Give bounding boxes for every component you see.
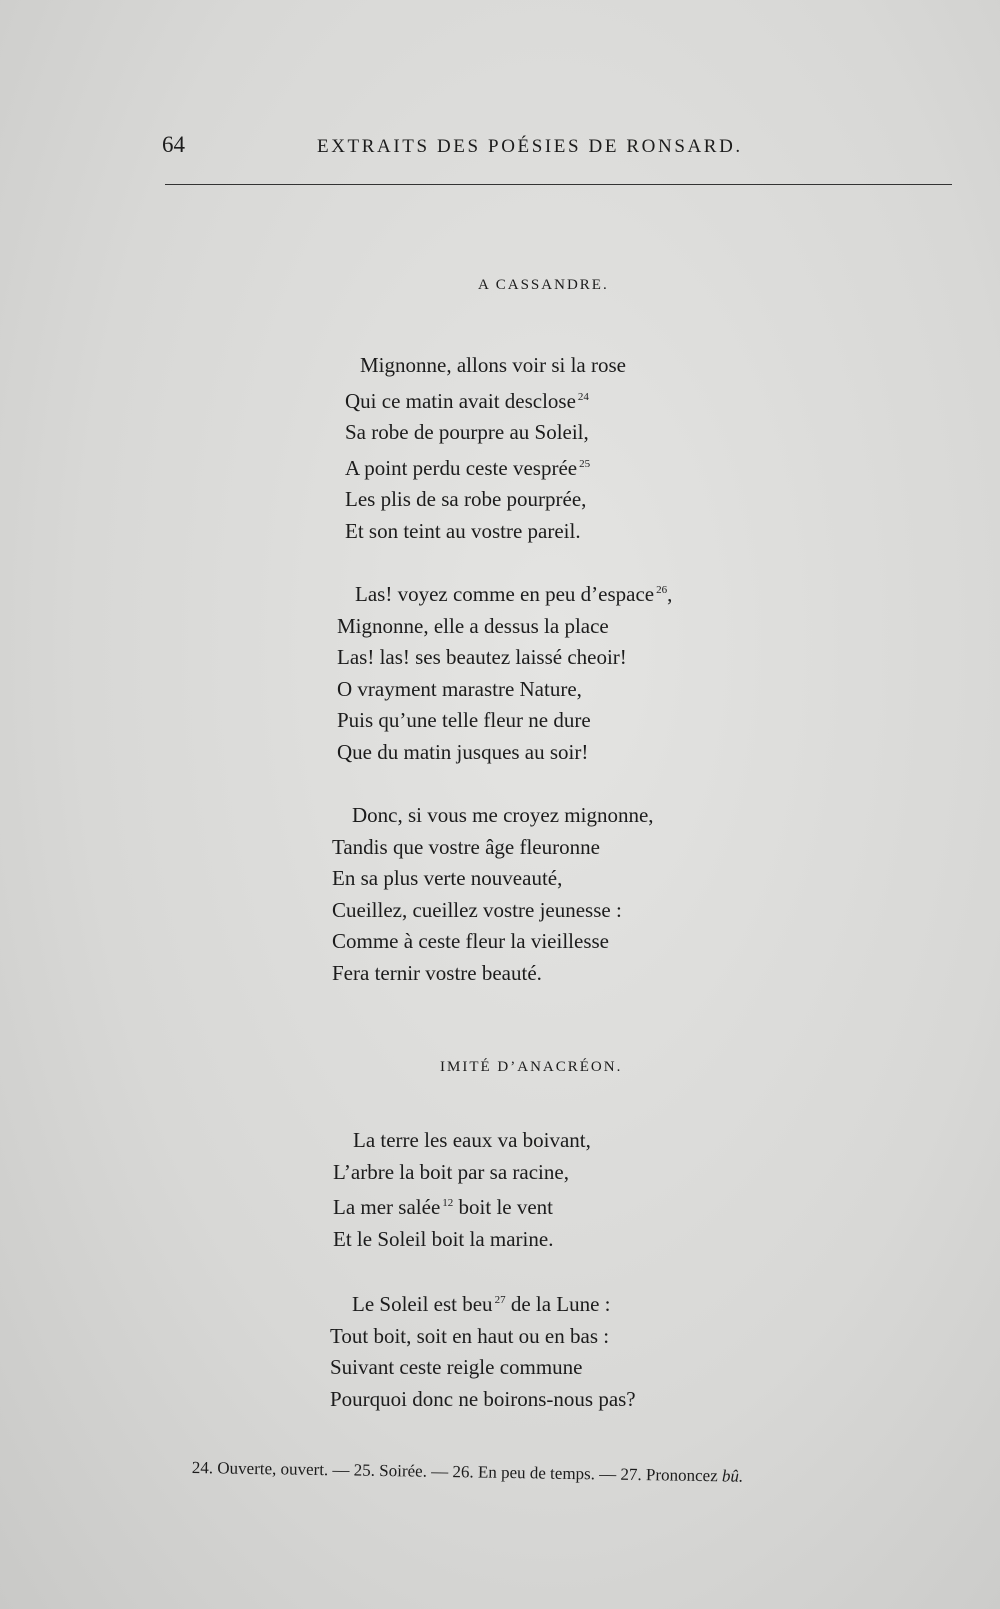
- verse-line: Et son teint au vostre pareil.: [345, 518, 581, 543]
- verse-text: boit le vent: [453, 1195, 554, 1219]
- footnotes: [192, 1458, 744, 1487]
- header-rule: [165, 184, 952, 185]
- verse-line: Mignonne, elle a dessus la place: [337, 613, 609, 638]
- verse-line: Sa robe de pourpre au Soleil,: [345, 420, 589, 444]
- verse-line: Fera ternir vostre beauté.: [332, 960, 542, 985]
- verse-line: Pourquoi donc ne boirons-nous pas?: [330, 1386, 636, 1411]
- verse-line: [345, 449, 626, 485]
- footnote-ref: 26: [656, 584, 668, 596]
- footnote-ref: 25: [579, 457, 591, 470]
- footnote-ref: 24: [577, 390, 589, 403]
- verse-text: Qui ce matin avait desclose: [345, 388, 576, 413]
- verse-line: Et le Soleil boit la marine.: [333, 1226, 554, 1251]
- page-number: 64: [162, 132, 185, 157]
- poem1-stanza-1: [345, 350, 626, 547]
- verse-line: O vrayment marastre Nature,: [337, 676, 582, 701]
- verse-line: Suivant ceste reigle commune: [330, 1355, 583, 1379]
- verse-line: L’arbre la boit par sa racine,: [333, 1159, 569, 1184]
- verse-line: Las! las! ses beautez laissé cheoir!: [337, 645, 627, 669]
- verse-text: A point perdu ceste vesprée: [345, 455, 578, 480]
- poem2-stanza-2: [330, 1285, 636, 1415]
- poem1-stanza-3: [332, 800, 654, 989]
- book-title: EXTRAITS DES POÉSIES DE RONSARD.: [317, 136, 743, 157]
- poem-title-imite-danacreon: IMITÉ D’ANACRÉON.: [440, 1059, 623, 1075]
- footnote-ref: 27: [494, 1294, 506, 1306]
- poem1-stanza-2: [337, 575, 673, 768]
- footnote-ref: 12: [442, 1197, 454, 1209]
- verse-line: [345, 382, 626, 418]
- poem-title-a-cassandre: A CASSANDRE.: [478, 277, 609, 293]
- verse-text: Le Soleil est beu: [352, 1292, 493, 1316]
- verse-line: En sa plus verte nouveauté,: [332, 866, 563, 890]
- verse-text: Las! voyez comme en peu d’espace: [355, 582, 655, 606]
- verse-line: Puis qu’une telle fleur ne dure: [337, 708, 591, 732]
- verse-line: Comme à ceste fleur la vieillesse: [332, 929, 609, 953]
- verse-line: Les plis de sa robe pourprée,: [345, 487, 587, 511]
- verse-line: [355, 575, 672, 611]
- poem2-stanza-1: [333, 1125, 591, 1255]
- verse-line: [352, 1285, 636, 1321]
- verse-line: Donc, si vous me croyez mignonne,: [352, 803, 654, 827]
- verse-line: Que du matin jusques au soir!: [337, 739, 589, 764]
- verse-line: Tout boit, soit en haut ou en bas :: [330, 1323, 610, 1348]
- verse-text: de la Lune :: [505, 1292, 611, 1316]
- footnotes-italic: bû.: [721, 1466, 744, 1486]
- verse-text: La mer salée: [333, 1195, 441, 1219]
- verse-line: Mignonne, allons voir si la rose: [360, 353, 626, 377]
- verse-line: Cueillez, cueillez vostre jeunesse :: [332, 897, 622, 922]
- verse-line: [333, 1188, 591, 1224]
- running-head: [162, 132, 952, 166]
- verse-line: La terre les eaux va boivant,: [353, 1128, 591, 1152]
- footnotes-text: 24. Ouverte, ouvert. — 25. Soirée. — 26. En peu de temps. — 27. Prononcez: [191, 1458, 723, 1486]
- verse-line: Tandis que vostre âge fleuronne: [332, 834, 600, 859]
- verse-punctuation: ,: [667, 582, 673, 606]
